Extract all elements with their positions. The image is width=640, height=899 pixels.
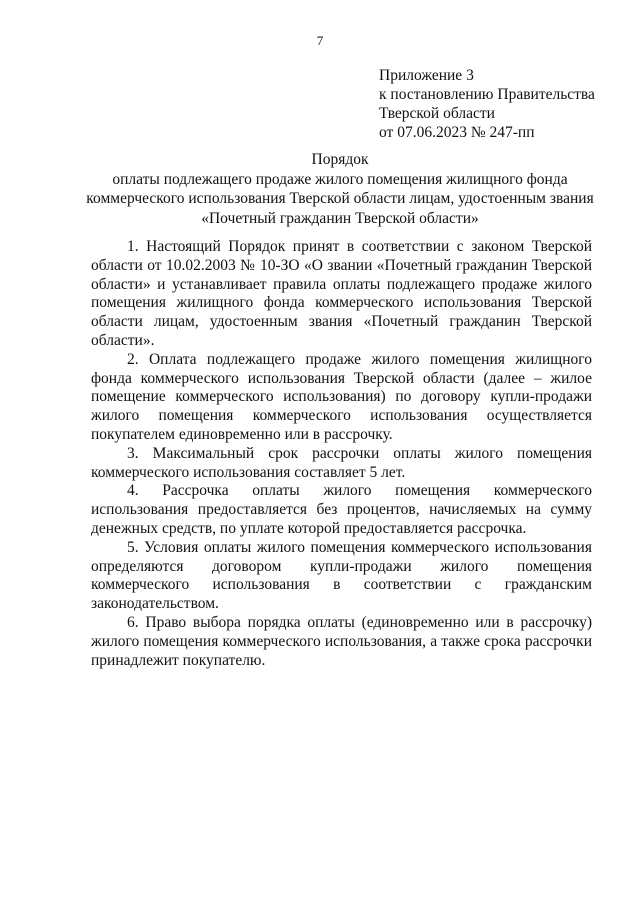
page-number: 7	[316, 33, 324, 48]
title-line: коммерческого использования Тверской области лицам, удостоенным звания	[86, 190, 594, 207]
appendix-line: Приложение 3	[379, 67, 474, 84]
title-line: «Почетный гражданин Тверской области»	[201, 209, 479, 227]
paragraph-5: 5. Условия оплаты жилого помещения коммерческого использования определяются договором купли-продажи жилого помещения коммерческого использования в соответствии с гражданским законодательством.	[91, 538, 592, 613]
appendix-line: к постановлению Правительства	[379, 86, 595, 103]
paragraph-2: 2. Оплата подлежащего продаже жилого помещения жилищного фонда коммерческого использования Тверской области (далее – жилое помещение коммерческого использования) по договору купли-продажи жилого помещения коммерческого использования осуществляется покупателем единовременно или в рассрочку.	[91, 350, 592, 443]
document-body	[91, 238, 592, 670]
paragraph-6: 6. Право выбора порядка оплаты (единовременно или в рассрочку) жилого помещения коммерческого использования, а также срока рассрочки принадлежит покупателю.	[91, 613, 592, 669]
paragraph-4: 4. Рассрочка оплаты жилого помещения коммерческого использования предоставляется без процентов, начисляемых на сумму денежных средств, по уплате которой предоставляется рассрочка.	[91, 482, 592, 537]
paragraph-1: 1. Настоящий Порядок принят в соответствии с законом Тверской области от 10.02.2003 № 10-ЗО «О звании «Почетный гражданин Тверской области» и устанавливает правила оплаты подлежащего продаже жилого помещения жилищного фонда коммерческого использования Тверской области лицам, удостоенным звания «Почетный гражданин Тверской области».	[91, 238, 592, 349]
document-title	[70, 150, 610, 228]
title-heading: Порядок	[311, 151, 369, 168]
paragraph-3: 3. Максимальный срок рассрочки оплаты жилого помещения коммерческого использования составляет 5 лет.	[91, 444, 592, 481]
title-line: оплаты подлежащего продаже жилого помещения жилищного фонда	[112, 170, 568, 188]
appendix-line: Тверской области	[379, 105, 495, 122]
appendix-line: от 07.06.2023 № 247-пп	[379, 124, 535, 141]
appendix-header	[379, 66, 629, 142]
